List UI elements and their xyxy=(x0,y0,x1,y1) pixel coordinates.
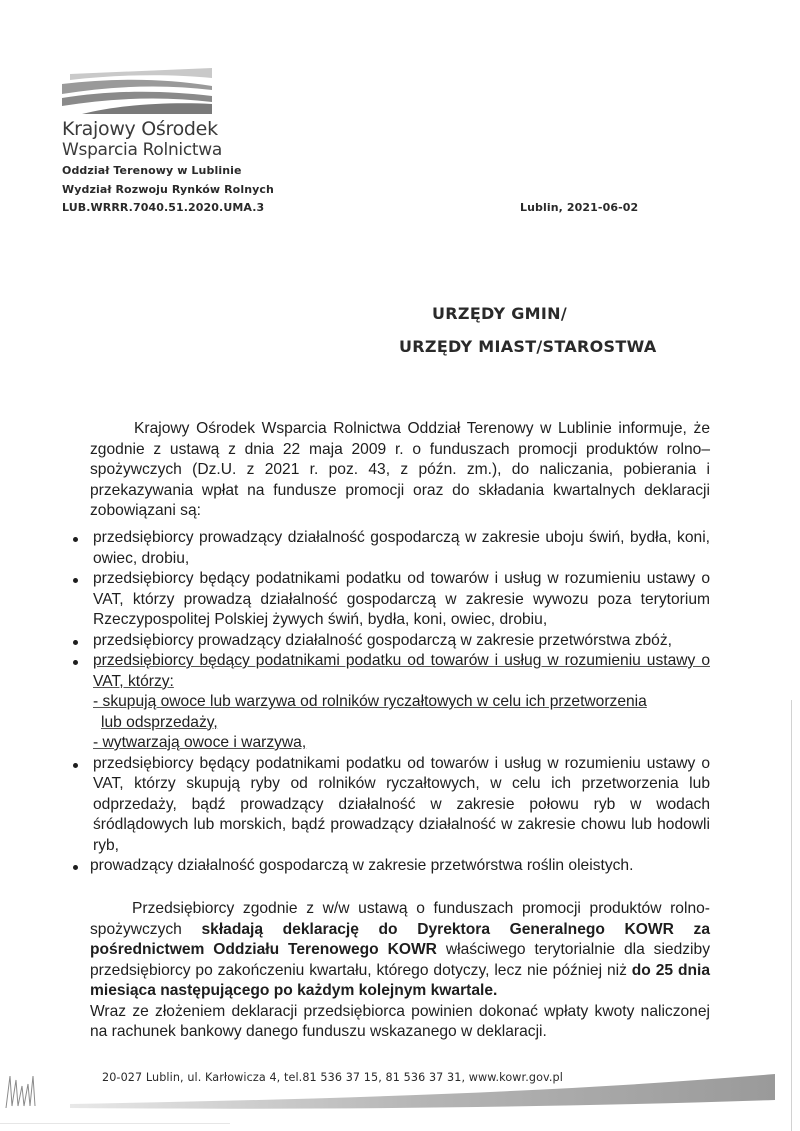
sub-item: - wytwarzają owoce i warzywa, xyxy=(93,734,307,751)
sub-item: - skupują owoce lub warzywa od rolników ryczałtowych w celu ich przetworzenia xyxy=(93,693,647,710)
bold-declaration: składają deklarację do Dyrektora Generalnego KOWR za pośrednictwem Oddziału Terenowego KOWR xyxy=(90,920,710,958)
intro-text: Krajowy Ośrodek Wsparcia Rolnictwa Oddział Terenowy w Lublinie informuje, że zgodnie z ustawą z dnia 22 maja 2009 r. o funduszach promocji produktów rolno–spożywczych (Dz.U. z 2021 r. poz. 43, z późn. zm.), do naliczania, pobierania i przekazywania wpłat na fundusze promocji oraz do składania kwartalnych deklaracji zobowiązani są: xyxy=(90,420,710,519)
list-item: przedsiębiorcy będący podatnikami podatku od towarów i usług w rozumieniu ustawy o VAT, którzy skupują ryby od rolników ryczałtowych, w celu ich przetworzenia lub odprzedaży, bądź prowadzący działalność w zakresie połowu ryb w wodach śródlądowych lub morskich, bądź prowadzący działalność w zakresie chowu lub hodowli ryb, xyxy=(93,754,710,854)
intro-paragraph xyxy=(90,419,710,522)
department-line2: Wydział Rozwoju Rynków Rolnych xyxy=(62,183,274,196)
signature-mark-icon xyxy=(2,1062,42,1114)
footer-address: 20-027 Lublin, ul. Karłowicza 4, tel.81 536 37 15, 81 536 37 31, www.kowr.gov.pl xyxy=(102,1071,563,1084)
addressee-line2: URZĘDY MIAST/STAROSTWA xyxy=(399,337,657,356)
place-date: Lublin, 2021-06-02 xyxy=(520,201,639,214)
reference-number: LUB.WRRR.7040.51.2020.UMA.3 xyxy=(62,201,265,214)
logo-wordmark xyxy=(62,118,222,160)
logo-name-line2: Wsparcia Rolnictwa xyxy=(62,140,222,160)
list-item: prowadzący działalność gospodarczą w zakresie przetwórstwa roślin oleistych. xyxy=(90,857,634,874)
footer-rule xyxy=(0,1123,230,1124)
department-line1: Oddział Terenowy w Lublinie xyxy=(62,164,242,177)
logo-name-line1: Krajowy Ośrodek xyxy=(62,118,218,140)
declaration-paragraph: Przedsiębiorcy zgodnie z w/w ustawą o funduszach promocji produktów rolno-spożywczych składają deklarację do Dyrektora Generalnego KOWR za pośrednictwem Oddziału Terenowego KOWR właściwego terytorialnie dla siedziby przedsiębiorcy po zakończeniu kwartału, którego dotyczy, lecz nie później niż do 25 dnia miesiąca następującego po każdym kolejnym kwartale. Wraz ze złożeniem deklaracji przedsiębiorca powinien dokonać wpłaty kwoty naliczonej na rachunek bankowy danego funduszu wskazanego w deklaracji. xyxy=(90,900,711,1040)
list-item: przedsiębiorcy będący podatnikami podatku od towarów i usług w rozumieniu ustawy o VAT, którzy prowadzą działalność gospodarczą w zakresie wywozu poza terytorium Rzeczypospolitej Polskiej żywych świń, bydła, koni, owiec, drobiu, xyxy=(93,570,710,628)
scan-edge-line xyxy=(791,700,792,1131)
list-item-underlined: przedsiębiorcy będący podatnikami podatku od towarów i usług w rozumieniu ustawy o VAT, którzy: - skupują owoce lub warzywa od rolników ryczałtowych w celu ich przetworzenia lub odsprzedaży, - wytwarzają owoce i warzywa, xyxy=(70,651,710,754)
kowr-logo-icon xyxy=(62,66,217,114)
list-item: przedsiębiorcy prowadzący działalność gospodarczą w zakresie uboju świń, bydła, koni, owiec, drobiu, xyxy=(93,529,710,567)
bold-deadline: do 25 dnia miesiąca następującego po każdym kolejnym kwartale. xyxy=(90,961,711,999)
sub-item-continuation: lub odsprzedaży, xyxy=(101,713,218,731)
obligated-entities-list xyxy=(70,528,710,877)
payment-sentence: Wraz ze złożeniem deklaracji przedsiębiorca powinien dokonać wpłaty kwoty naliczonej na rachunek bankowy danego funduszu wskazanego w deklaracji. xyxy=(90,1002,710,1040)
list-item: przedsiębiorcy prowadzący działalność gospodarczą w zakresie przetwórstwa zbóż, xyxy=(93,631,672,649)
addressee-line1: URZĘDY GMIN/ xyxy=(432,304,567,323)
